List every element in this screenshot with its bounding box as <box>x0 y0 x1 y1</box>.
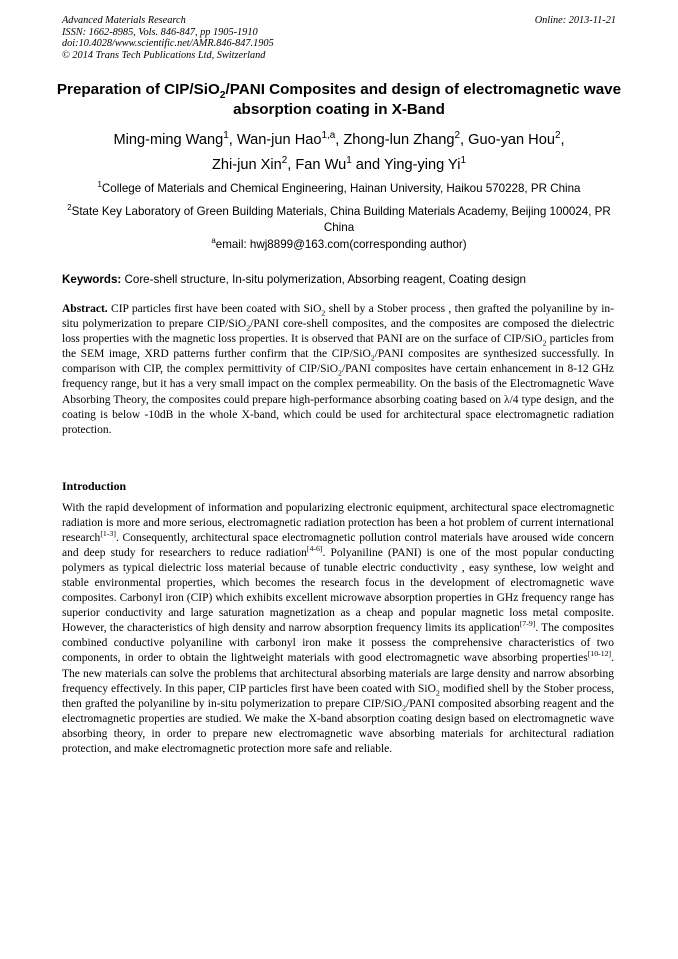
citation: [4-6] <box>306 544 323 554</box>
citation: [7-9] <box>519 619 536 629</box>
keywords-label: Keywords: <box>62 273 122 286</box>
online-date: Online: 2013-11-21 <box>534 15 616 26</box>
affiliation-2: $^2$State Key Laboratory of Green Building Materials, China Building Materials Academy, Beijing 100024, PR China <box>67 203 611 234</box>
section-heading-introduction: Introduction <box>62 479 127 493</box>
keywords-text: Core-shell structure, In-situ polymerization, Absorbing reagent, Coating design <box>121 273 526 286</box>
issn-line: ISSN: 1662-8985, Vols. 846-847, pp 1905-1910 <box>62 26 258 38</box>
copyright-line: © 2014 Trans Tech Publications Ltd, Switzerland <box>62 49 266 61</box>
corresponding-email: $^a$email: hwj8899@163.com(corresponding author) <box>211 236 467 251</box>
journal-header <box>62 15 616 61</box>
affiliation-1: $^1$College of Materials and Chemical Engineering, Hainan University, Haikou 570228, PR China <box>97 180 581 195</box>
citation: [1-3] <box>100 529 116 539</box>
keywords <box>62 272 618 287</box>
abstract-label: Abstract. <box>62 303 108 315</box>
doi-line: doi:10.4028/www.scientific.net/AMR.846-847.1905 <box>62 38 274 50</box>
introduction-paragraph: With the rapid development of information and popularizing electronic equipment, architectural space electromagnetic radiation is more and more serious, electromagnetic radiation protection has been a hot problem of current international research[1-3]. Consequently, architectural space electromagnetic pollution control materials have aroused wide concern and deep study for researchers to reduce radiation[4-6]. Polyaniline (PANI) is one of the most popular conducting polymers as typical dielectric loss material because of tunable electric conductivity , easy synthese, low weight and stable environmental properties, which becomes the research focus in the development of electromagnetic wave composites. Carbonyl iron (CIP) which exhibits excellent microwave absorption properties in GHz frequency range has superior conductivity and large saturation magnetization as a cheap and popular magnetic loss metal composite. However, the characteristics of high density and narrow absorption frequency limits its application[7-9]. The composites combined conductive polyaniline with carbonyl iron make it possess the comprehensive characteristics of two components, in order to obtain the lightweight materials with good electromagnetic wave absorbing properties[10-12]. The new materials can solve the problems that architectural absorbing materials are large density and narrow absorbing frequency effectively. In this paper, CIP particles first have been coated with SiO$_2$ modified shell by the Stober process, then grafted the polyaniline by in-situ polymerization to prepare CIP/SiO$_2$/PANI composited absorbing reagent and the electromagnetic properties are studied. We make the X-band absorption coating design based on electromagnetic wave absorbing theory, in order to prepare new electromagnetic wave absorbing materials for architectural radiation protection, and make electromagnetic protection more safe and reliable. <box>62 502 615 755</box>
paper-title: Preparation of CIP/SiO$_2$/PANI Composites and design of electromagnetic wave absorption coating in X-Band <box>56 81 622 118</box>
journal-name: Advanced Materials Research <box>62 15 186 26</box>
author-list: Ming-ming Wang$^1$, Wan-jun Hao$^{1,a}$, Zhong-lun Zhang$^2$, Guo-yan Hou$^2$, Zhi-jun Xin$^2$, Fan Wu$^1$ and Ying-ying Yi$^1$ <box>113 130 565 173</box>
citation: [10-12] <box>587 649 612 659</box>
abstract: Abstract. CIP particles first have been coated with SiO$_2$ shell by a Stober process , then grafted the polyaniline by in-situ polymerization to prepare CIP/SiO$_2$/PANI core-shell composites, and the composites are composed the dielectric loss properties with the magnetic loss properties. It is observed that PANI are on the surface of CIP/SiO$_2$ particles from the SEM image, XRD patterns further confirm that the CIP/SiO$_2$/PANI composites are synthesized successfully. In comparison with CIP, the complex permittivity of CIP/SiO$_2$/PANI composites have certain enhancement in 8-12 GHz frequency range, but it has a very small impact on the complex permeability. On the basis of the Electromagnetic Wave Absorbing Theory, the composites could prepare high-performance absorbing coating based on λ/4 type design, and the coating is below -10dB in the whole X-band, which could be used for architectural space electromagnetic radiation protection. <box>62 303 615 436</box>
